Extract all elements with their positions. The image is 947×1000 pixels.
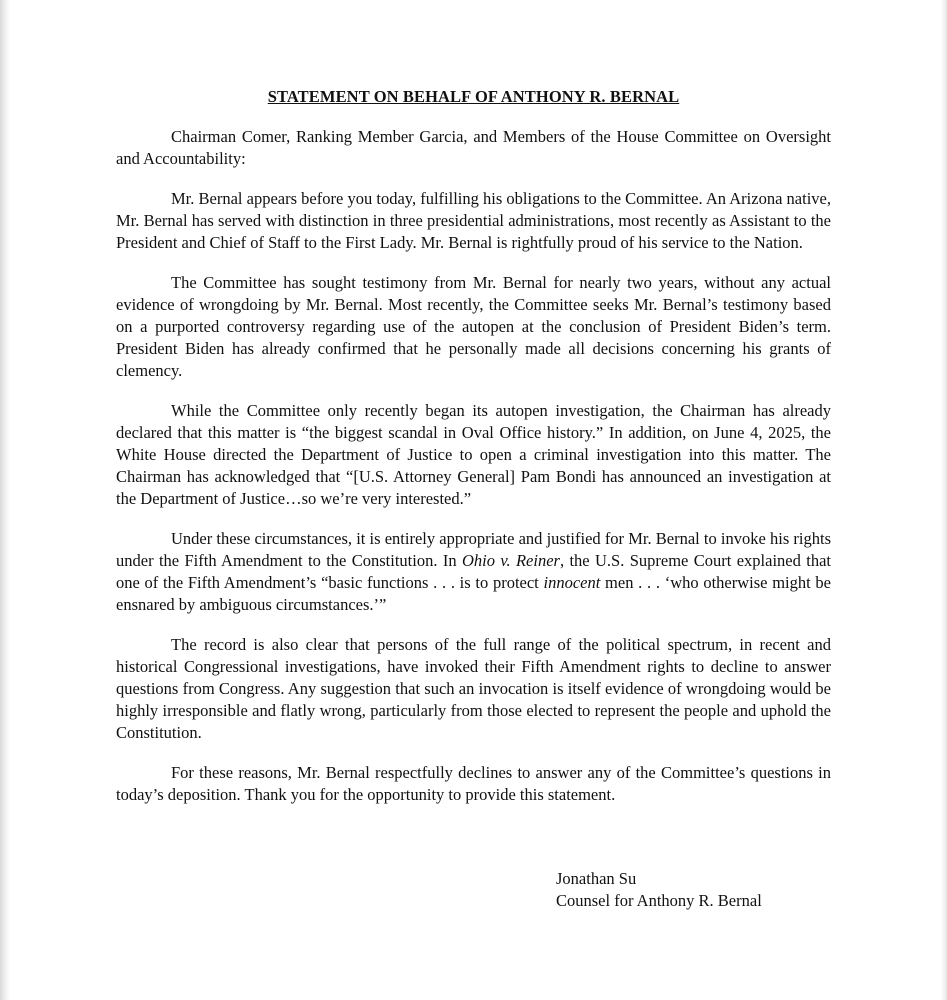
signature-role: Counsel for Anthony R. Bernal <box>556 891 762 910</box>
paragraph-fifth-amendment <box>116 528 831 616</box>
paragraph-committee-testimony: The Committee has sought testimony from Mr. Bernal for nearly two years, without any actual evidence of wrongdoing by Mr. Bernal. Most recently, the Committee seeks Mr. Bernal’s testimony based on a purported controversy regarding use of the autopen at the conclusion of President Biden’s term. President Biden has already confirmed that he personally made all decisions concerning his grants of clemency. <box>116 273 831 380</box>
paragraph-fifth-amendment-part-1: Under these circumstances, it is entirely appropriate and justified for Mr. Bernal to invoke his rights under the Fifth Amendment to the Constitution. In <box>116 529 831 570</box>
document-title: STATEMENT ON BEHALF OF ANTHONY R. BERNAL <box>267 87 680 106</box>
salutation-paragraph: Chairman Comer, Ranking Member Garcia, and Members of the House Committee on Oversight and Accountability: <box>116 127 831 168</box>
page-edge-shadow-right <box>941 0 947 1000</box>
paragraph-record: The record is also clear that persons of the full range of the political spectrum, in recent and historical Congressional investigations, have invoked their Fifth Amendment rights to decline to answer questions from Congress. Any suggestion that such an invocation is itself evidence of wrongdoing would be highly irresponsible and flatly wrong, particularly from those elected to represent the people and uphold the Constitution. <box>116 635 831 742</box>
case-citation: Ohio v. Reiner <box>461 551 560 570</box>
paragraph-service: Mr. Bernal appears before you today, fulfilling his obligations to the Committee. An Arizona native, Mr. Bernal has served with distinction in three presidential administrations, most recently as Assistant to the President and Chief of Staff to the First Lady. Mr. Bernal is rightfully proud of his service to the Nation. <box>116 189 831 252</box>
paragraph-fifth-amendment-part-2: , the U.S. Supreme Court explained that one of the Fifth Amendment’s “basic functions . . . is to protect <box>116 551 831 592</box>
page-edge-shadow-left <box>0 0 10 1000</box>
signature-name: Jonathan Su <box>556 869 637 888</box>
paragraph-autopen-investigation: While the Committee only recently began its autopen investigation, the Chairman has already declared that this matter is “the biggest scandal in Oval Office history.” In addition, on June 4, 2025, the White House directed the Department of Justice to open a criminal investigation into this matter. The Chairman has acknowledged that “[U.S. Attorney General] Pam Bondi has announced an investigation at the Department of Justice…so we’re very interested.” <box>116 401 831 508</box>
paragraph-fifth-amendment-part-3: men . . . ‘who otherwise might be ensnared by ambiguous circumstances.’” <box>116 573 832 614</box>
signature-block <box>556 868 762 912</box>
paragraph-conclusion: For these reasons, Mr. Bernal respectfully declines to answer any of the Committee’s questions in today’s deposition. Thank you for the opportunity to provide this statement. <box>116 763 831 804</box>
statement-document <box>116 86 831 824</box>
emphasis-innocent: innocent <box>543 573 601 592</box>
